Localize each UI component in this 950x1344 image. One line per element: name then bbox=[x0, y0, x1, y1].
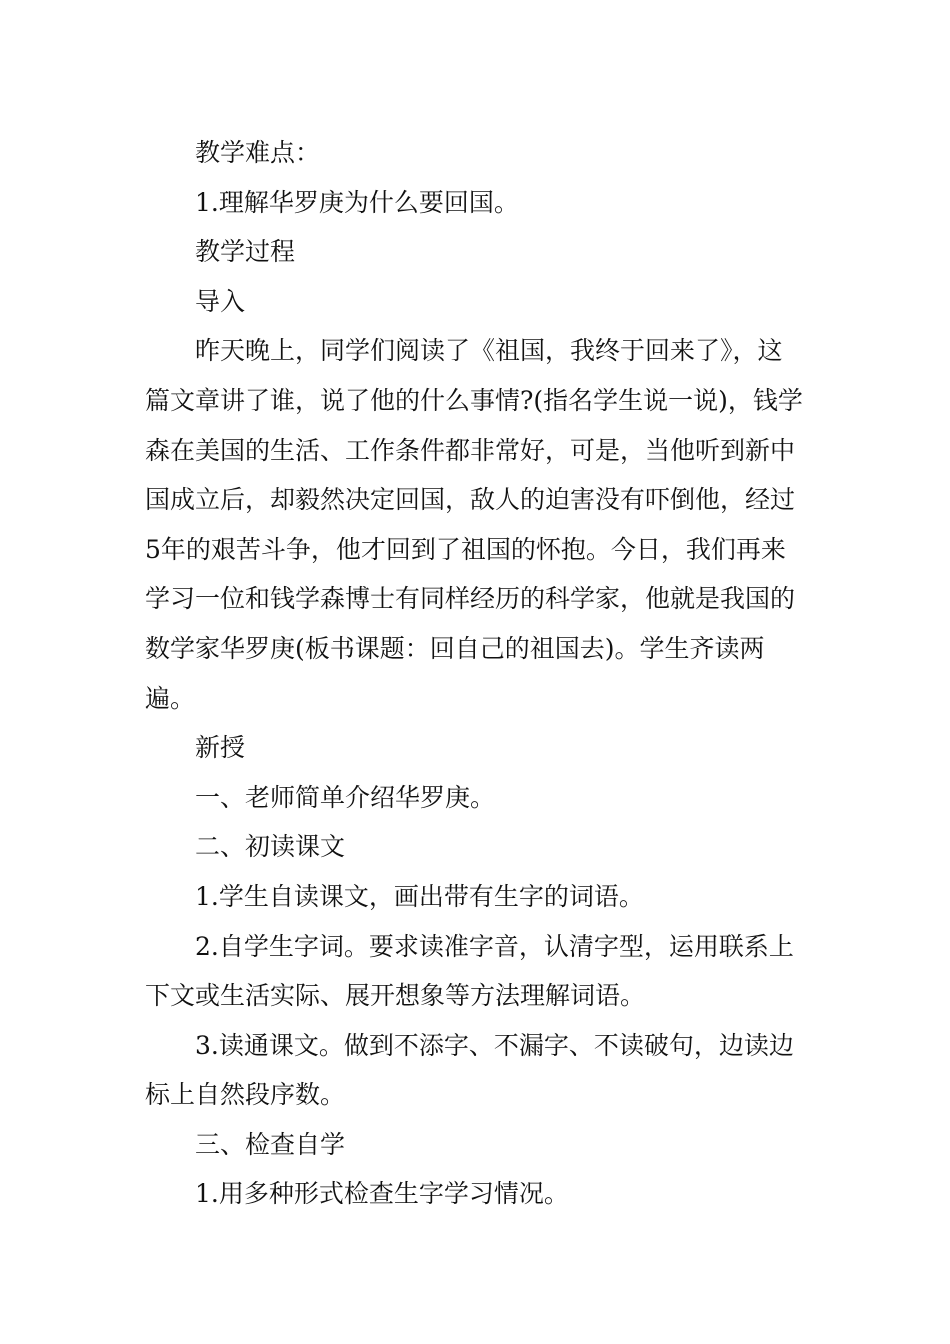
document-body bbox=[145, 128, 807, 1219]
section-2-item-2: 2.自学生字词。要求读准字音，认清字型，运用联系上下文或生活实际、展开想象等方法理解词语。 bbox=[145, 931, 794, 1011]
section-3-item-1: 1.用多种形式检查生字学习情况。 bbox=[195, 1179, 569, 1209]
introduction-paragraph: 昨天晚上，同学们阅读了《祖国，我终于回来了》，这篇文章讲了谁，说了他的什么事情?(指名学生说一说)，钱学森在美国的生活、工作条件都非常好，可是，当他听到新中国成立后，却毅然决定回国，敌人的迫害没有吓倒他，经过5年的艰苦斗争，他才回到了祖国的怀抱。今日，我们再来学习一位和钱学森博士有同样经历的科学家，他就是我国的数学家华罗庚(板书课题：回自己的祖国去)。学生齐读两遍。 bbox=[145, 336, 803, 713]
section-2-item-1: 1.学生自读课文，画出带有生字的词语。 bbox=[195, 881, 644, 911]
section-2-item-3: 3.读通课文。做到不添字、不漏字、不读破句，边读边标上自然段序数。 bbox=[145, 1030, 794, 1110]
heading-teaching-process: 教学过程 bbox=[195, 237, 296, 267]
difficulty-item-1: 1.理解华罗庚为什么要回国。 bbox=[195, 187, 519, 217]
section-1-heading: 一、老师简单介绍华罗庚。 bbox=[195, 782, 496, 812]
section-3-heading: 三、检查自学 bbox=[195, 1129, 346, 1159]
section-2-heading: 二、初读课文 bbox=[195, 832, 346, 862]
heading-teaching-difficulty: 教学难点： bbox=[195, 138, 321, 167]
heading-introduction: 导入 bbox=[195, 286, 246, 316]
heading-new-lesson: 新授 bbox=[195, 733, 246, 763]
